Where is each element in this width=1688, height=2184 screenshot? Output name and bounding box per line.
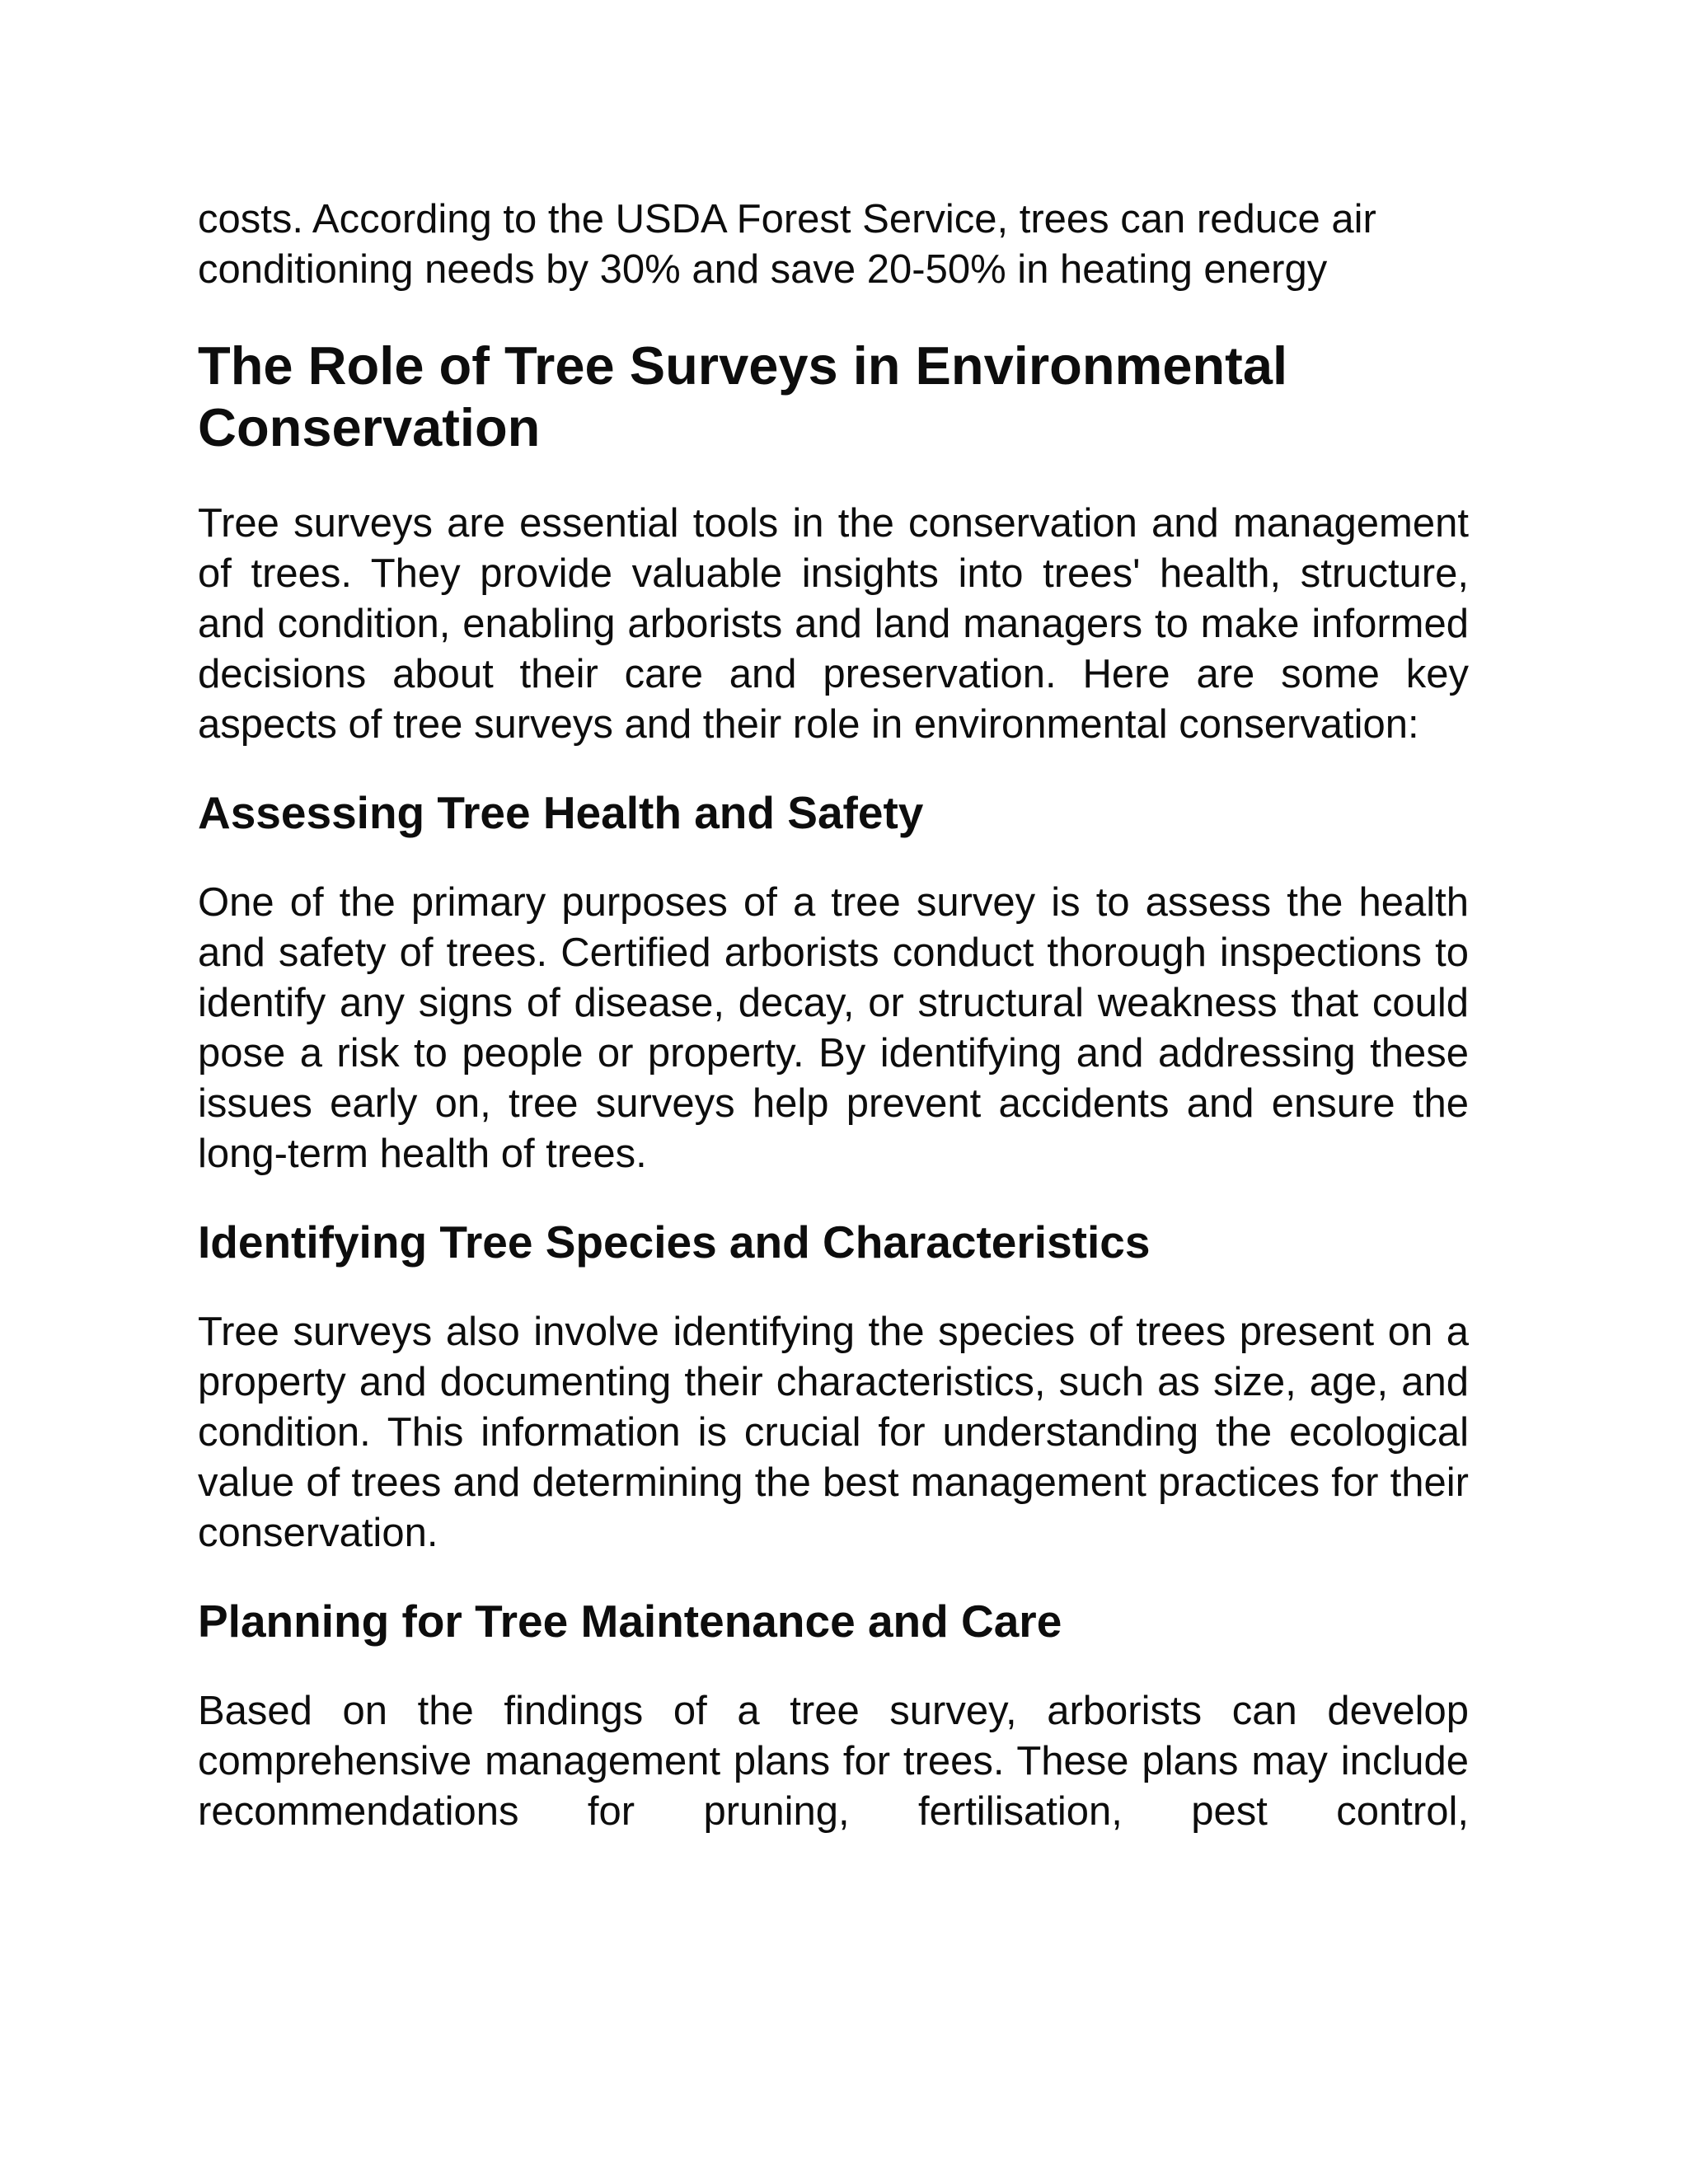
subheading-tree-maintenance: Planning for Tree Maintenance and Care xyxy=(198,1596,1062,1647)
intro-paragraph: costs. According to the USDA Forest Service, trees can reduce air conditioning needs by 30% and save 20-50% in heating energy xyxy=(198,197,1376,292)
document-page xyxy=(198,194,1469,1873)
section-title: The Role of Tree Surveys in Environmental Conservation xyxy=(198,335,1288,457)
overview-paragraph: Tree surveys are essential tools in the conservation and management of trees. They provide valuable insights into trees' health, structure, and condition, enabling arborists and land managers to make informed decisions about their care and preservation. Here are some key aspects of tree surveys and their role in environmental conservation: xyxy=(198,501,1469,747)
tree-health-paragraph: One of the primary purposes of a tree survey is to assess the health and safety of trees. Certified arborists conduct thorough inspections to identify any signs of disease, decay, or structural weakness that could pose a risk to people or property. By identifying and addressing these issues early on, tree surveys help prevent accidents and ensure the long-term health of trees. xyxy=(198,880,1469,1176)
tree-species-paragraph: Tree surveys also involve identifying the species of trees present on a property and documenting their characteristics, such as size, age, and condition. This information is crucial for understanding the ecological value of trees and determining the best management practices for their conservation. xyxy=(198,1310,1469,1555)
subheading-tree-health: Assessing Tree Health and Safety xyxy=(198,787,924,838)
tree-maintenance-paragraph: Based on the findings of a tree survey, arborists can develop comprehensive management plans for trees. These plans may include recommendations for pruning, fertilisation, pest control, xyxy=(198,1689,1469,1834)
subheading-tree-species: Identifying Tree Species and Characteristics xyxy=(198,1216,1151,1268)
